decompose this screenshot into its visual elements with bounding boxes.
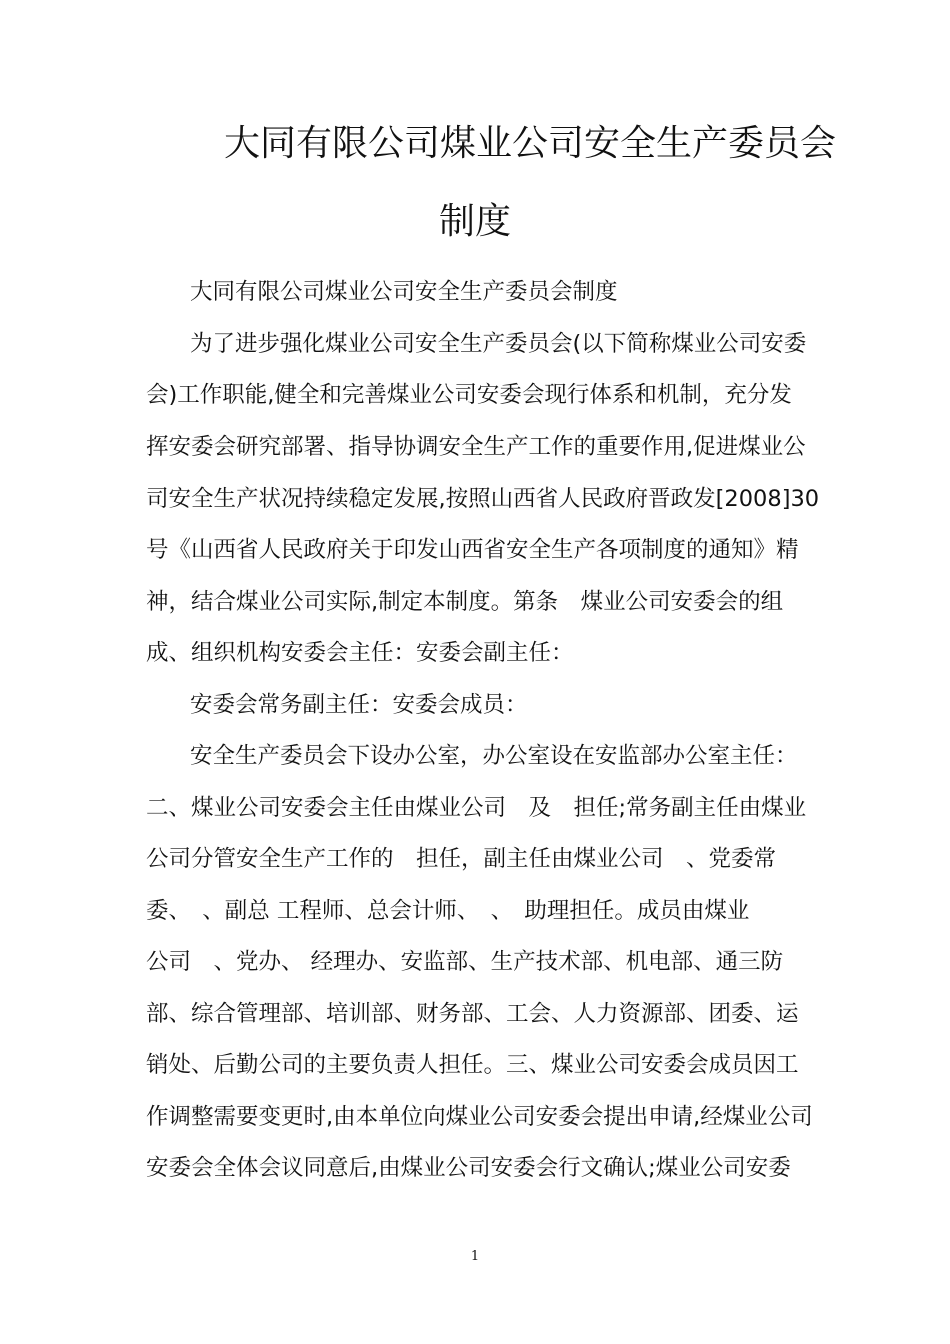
body-line: 成、组织机构安委会主任：安委会副主任： — [146, 640, 574, 666]
document-title-line-2: 制度 — [438, 201, 511, 242]
body-line: 大同有限公司煤业公司安全生产委员会制度 — [190, 279, 618, 305]
body-line: 部、综合管理部、培训部、财务部、工会、人力资源部、团委、运 — [146, 1001, 799, 1027]
body-line: 公司分管安全生产工作的 担任，副主任由煤业公司 、党委常 — [146, 846, 777, 872]
body-line: 为了进步强化煤业公司安全生产委员会(以下简称煤业公司安委 — [190, 331, 807, 357]
body-line: 安委会常务副主任：安委会成员： — [190, 692, 528, 718]
body-line: 会)工作职能,健全和完善煤业公司安委会现行体系和机制，充分发 — [146, 382, 792, 408]
body-line: 二、煤业公司安委会主任由煤业公司 及 担任;常务副主任由煤业 — [146, 795, 807, 821]
page-number: 1 — [470, 1249, 480, 1264]
body-line: 公司 、党办、 经理办、安监部、生产技术部、机电部、通三防 — [146, 949, 784, 975]
body-line: 安委会全体会议同意后,由煤业公司安委会行文确认;煤业公司安委 — [146, 1155, 791, 1181]
body-line: 神，结合煤业公司实际,制定本制度。第条 煤业公司安委会的组 — [146, 589, 784, 615]
body-line: 安全生产委员会下设办公室，办公室设在安监部办公室主任： — [190, 743, 798, 769]
body-line: 销处、后勤公司的主要负责人担任。三、煤业公司安委会成员因工 — [146, 1052, 799, 1078]
body-line: 作调整需要变更时,由本单位向煤业公司安委会提出申请,经煤业公司 — [146, 1104, 813, 1130]
body-line: 司安全生产状况持续稳定发展,按照山西省人民政府晋政发[2008]30 — [146, 486, 820, 512]
document-title-line-1: 大同有限公司煤业公司安全生产委员会 — [224, 123, 837, 164]
body-line: 委、 、副总 工程师、总会计师、 、 助理担任。成员由煤业 — [146, 898, 750, 924]
body-line: 号《山西省人民政府关于印发山西省安全生产各项制度的通知》精 — [146, 537, 799, 563]
body-line: 挥安委会研究部署、指导协调安全生产工作的重要作用,促进煤业公 — [146, 434, 806, 460]
